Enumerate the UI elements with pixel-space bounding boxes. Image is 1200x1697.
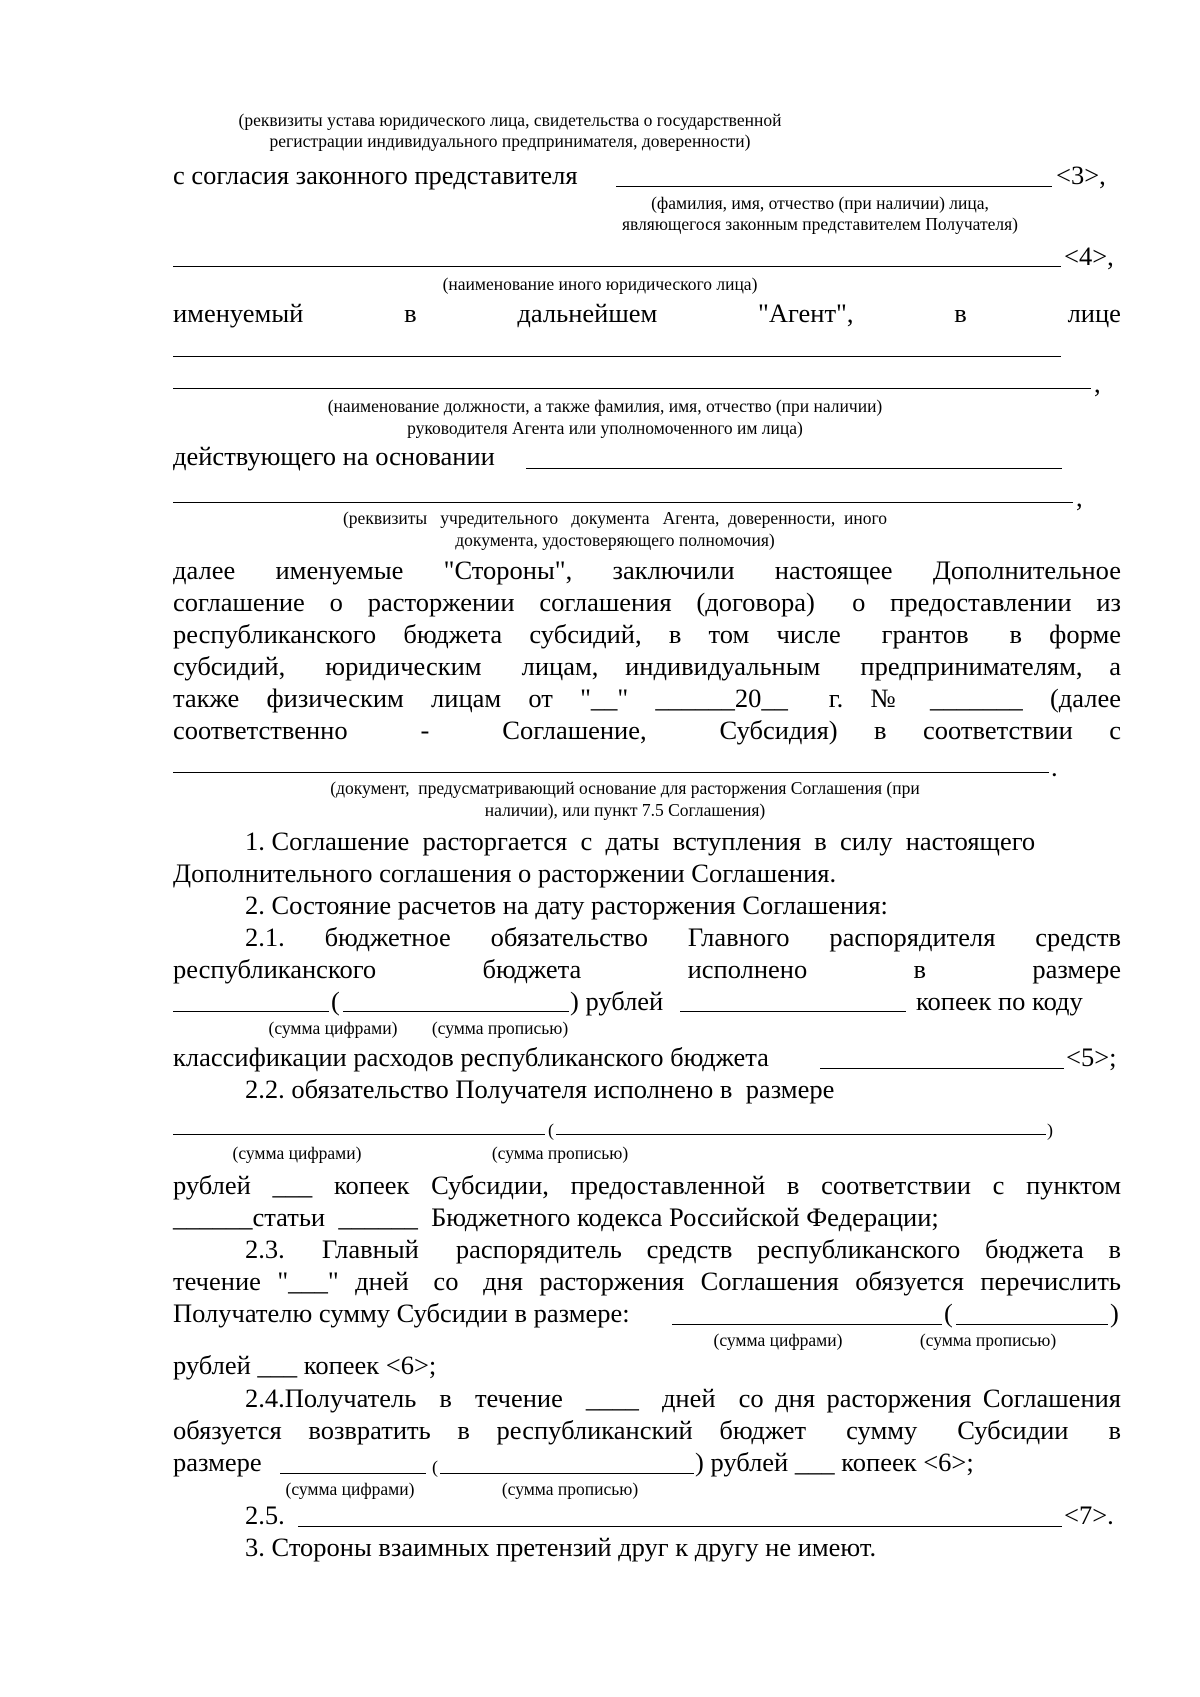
caption-representative-name: (фамилия, имя, отчество (при наличии) лица, [651,193,989,213]
agent-word-2: в [404,298,417,328]
kopecks-code-2-1: копеек по коду [916,986,1083,1016]
clause-3: 3. Стороны взаимных претензий друг к другу не имеют. [245,1532,877,1562]
intro-line-1: далее именуемые "Стороны", заключили настоящее Дополнительное [173,555,1121,585]
consent-text: с согласия законного представителя [173,160,578,190]
paren-open-2-1: ( [331,986,340,1016]
termination-basis-field[interactable] [173,772,1049,773]
paren-open-2-2: ( [548,1120,554,1140]
sum-digits-field-2-3[interactable] [672,1324,942,1325]
agent-comma: , [1094,368,1101,398]
intro-period: . [1051,752,1058,782]
caption-termination-doc: (документ, предусматривающий основание для расторжения Соглашения (при [330,778,920,798]
clause-2-4-rubles: ) рублей ___ копеек <6>; [695,1447,974,1477]
clause-2-2-line-1: 2.2. обязательство Получателя исполнено в размере [245,1074,835,1104]
caption-sum-digits-2-2: (сумма цифрами) [232,1143,362,1163]
clause-2-3-sum-text: Получателю сумму Субсидии в размере: [173,1298,630,1328]
caption-basis-doc: (реквизиты учредительного документа Агента, доверенности, иного [342,508,887,528]
classification-text: классификации расходов республиканского бюджета [173,1042,769,1072]
word-republican: республиканского [173,954,377,984]
caption-sum-words-2-1: (сумма прописью) [431,1018,569,1038]
caption-sum-digits-2-3: (сумма цифрами) [713,1330,843,1350]
rubles-2-1: ) рублей [570,986,664,1016]
sum-words-field-2-2[interactable] [556,1134,1046,1135]
footnote-3: <3>, [1056,160,1106,190]
clause-1-line-1: 1. Соглашение расторгается с даты вступления в силу настоящего [245,826,1036,856]
representative-field[interactable] [616,186,1052,187]
kopecks-field-2-1[interactable] [680,1011,906,1012]
sum-words-field-2-1[interactable] [343,1011,569,1012]
footnote-5: <5>; [1066,1042,1117,1072]
sum-words-field-2-3[interactable] [956,1324,1108,1325]
basis-field-1[interactable] [526,468,1062,469]
caption-sum-words-2-3: (сумма прописью) [919,1330,1057,1350]
caption-basis-powers: документа, удостоверяющего полномочия) [455,530,775,550]
word-budget: бюджета [482,954,582,984]
caption-agent-position: (наименование должности, а также фамилия, имя, отчество (при наличии) [327,396,883,416]
clause-2-1-line-1: 2.1. бюджетное обязательство Главного распорядителя средств [245,922,1121,952]
clause-2-3-line-4: рублей ___ копеек <6>; [173,1350,437,1380]
caption-registration: регистрации индивидуального предпринимателя, доверенности) [269,131,751,151]
caption-representative-role: являющегося законным представителем Получателя) [621,214,1018,234]
caption-other-entity: (наименование иного юридического лица) [442,274,758,294]
sum-digits-field-2-1[interactable] [173,1011,329,1012]
clause-2-1-line-2 [173,954,1121,984]
footnote-4: <4>, [1064,241,1114,271]
paren-open-2-4: ( [432,1457,438,1477]
paren-open-2-3: ( [944,1298,953,1328]
agent-word-4: "Агент", [758,298,854,328]
sum-words-field-2-4[interactable] [440,1473,694,1474]
word-amount: размере [1032,954,1121,984]
intro-line-4: субсидий, юридическим лицам, индивидуальным предпринимателям, а [173,651,1121,681]
caption-sum-words-2-4: (сумма прописью) [501,1479,639,1499]
other-entity-field[interactable] [173,266,1061,267]
clause-2-2-line-4: ______статьи ______ Бюджетного кодекса Российской Федерации; [173,1202,939,1232]
agent-word-3: дальнейшем [517,298,658,328]
clause-2-5-field[interactable] [298,1526,1062,1527]
agent-word-1: именуемый [173,298,304,328]
clause-2-2-line-3: рублей ___ копеек Субсидии, предоставленной в соответствии с пунктом [173,1170,1121,1200]
agent-word-5: в [954,298,967,328]
sum-digits-field-2-2[interactable] [173,1134,545,1135]
agent-word-6: лице [1067,298,1121,328]
clause-2: 2. Состояние расчетов на дату расторжения Соглашения: [245,890,888,920]
caption-agent-head: руководителя Агента или уполномоченного им лица) [407,418,803,438]
caption-sum-words-2-2: (сумма прописью) [491,1143,629,1163]
caption-sum-digits-2-4: (сумма цифрами) [285,1479,415,1499]
intro-line-5: также физическим лицам от "__" ______20__ г. № _______ (далее [173,683,1121,713]
clause-2-3-line-1: 2.3. Главный распорядитель средств республиканского бюджета в [245,1234,1121,1264]
classification-code-field[interactable] [820,1068,1064,1069]
sum-digits-field-2-4[interactable] [280,1473,426,1474]
clause-2-3-line-2: течение "___" дней со дня расторжения Соглашения обязуется перечислить [173,1266,1121,1296]
paren-close-2-2: ) [1047,1120,1053,1140]
clause-1-line-2: Дополнительного соглашения о расторжении Соглашения. [173,858,837,888]
agent-position-field-2[interactable] [173,388,1091,389]
intro-line-3: республиканского бюджета субсидий, в том числе грантов в форме [173,619,1121,649]
basis-line [173,441,1121,471]
word-in: в [913,954,927,984]
clause-2-4-line-1: 2.4.Получатель в течение ____ дней со дня расторжения Соглашения [245,1383,1121,1413]
clause-2-4-line-2: обязуется возвратить в республиканский бюджет сумму Субсидии в [173,1415,1121,1445]
paren-close-2-3: ) [1110,1298,1119,1328]
basis-field-2[interactable] [173,502,1073,503]
agent-line [173,298,1121,328]
intro-line-2: соглашение о расторжении соглашения (договора) о предоставлении из [173,587,1121,617]
footnote-7: <7>. [1064,1500,1114,1530]
basis-comma: , [1076,482,1083,512]
caption-charter-requisites: (реквизиты устава юридического лица, свидетельства о государственной [238,110,782,130]
clause-2-5-number: 2.5. [245,1500,285,1530]
intro-line-6: соответственно - Соглашение, Субсидия) в соответствии с [173,715,1121,745]
basis-text: действующего на основании [173,441,495,471]
word-executed: исполнено [687,954,808,984]
caption-sum-digits-2-1: (сумма цифрами) [268,1018,398,1038]
clause-2-4-size-word: размере [173,1447,262,1477]
caption-clause-7-5: наличии), или пункт 7.5 Соглашения) [484,800,766,820]
agent-position-field-1[interactable] [173,356,1061,357]
